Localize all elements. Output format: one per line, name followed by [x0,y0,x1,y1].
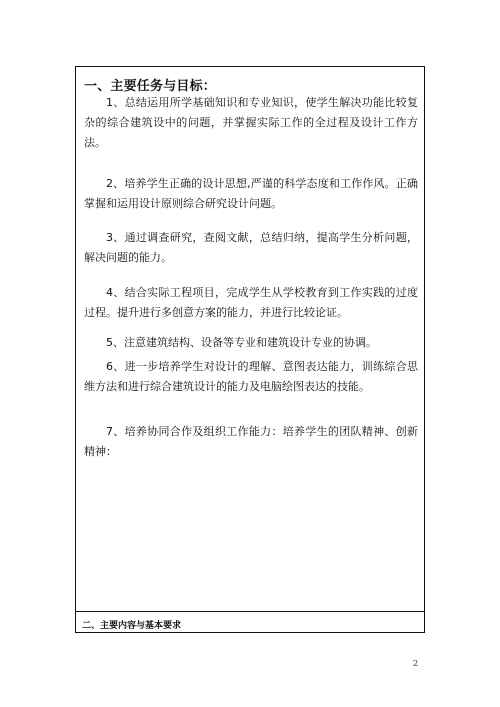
task-item-5: 5、注意建筑结构、设备等专业和建筑设计专业的协调。 [106,336,377,349]
task-item-4: 4、结合实际工程项目，完成学生从学校教育到工作实践的过度过程。提升进行多创意方案的能力，并进行比较论证。 [84,286,418,319]
task-item-6: 6、进一步培养学生对设计的理解、意图表达能力，训练综合思维方法和进行综合建筑设计的能力及电脑绘图表达的技能。 [84,360,418,393]
content-table [75,66,425,633]
section-heading-content-requirements: 二、主要内容与基本要求 [82,621,182,631]
section-heading-tasks-goals: 一、主要任务与目标： [84,79,217,94]
table-row-divider [76,611,424,612]
task-item-1: 1、总结运用所学基础知识和专业知识，使学生解决功能比较复杂的综合建筑设中的问题，并掌握实际工作的全过程及设计工作方法。 [84,96,418,149]
task-item-7: 7、培养协同合作及组织工作能力：培养学生的团队精神、创新精神： [84,425,418,458]
task-item-3: 3、通过调查研究，查阅文献，总结归纳，提高学生分析问题，解决问题的能力。 [84,231,418,264]
task-item-2: 2、培养学生正确的设计思想,严谨的科学态度和工作作风。正确掌握和运用设计原则综合研究设计问题。 [84,177,418,210]
page-number: 2 [413,659,419,668]
